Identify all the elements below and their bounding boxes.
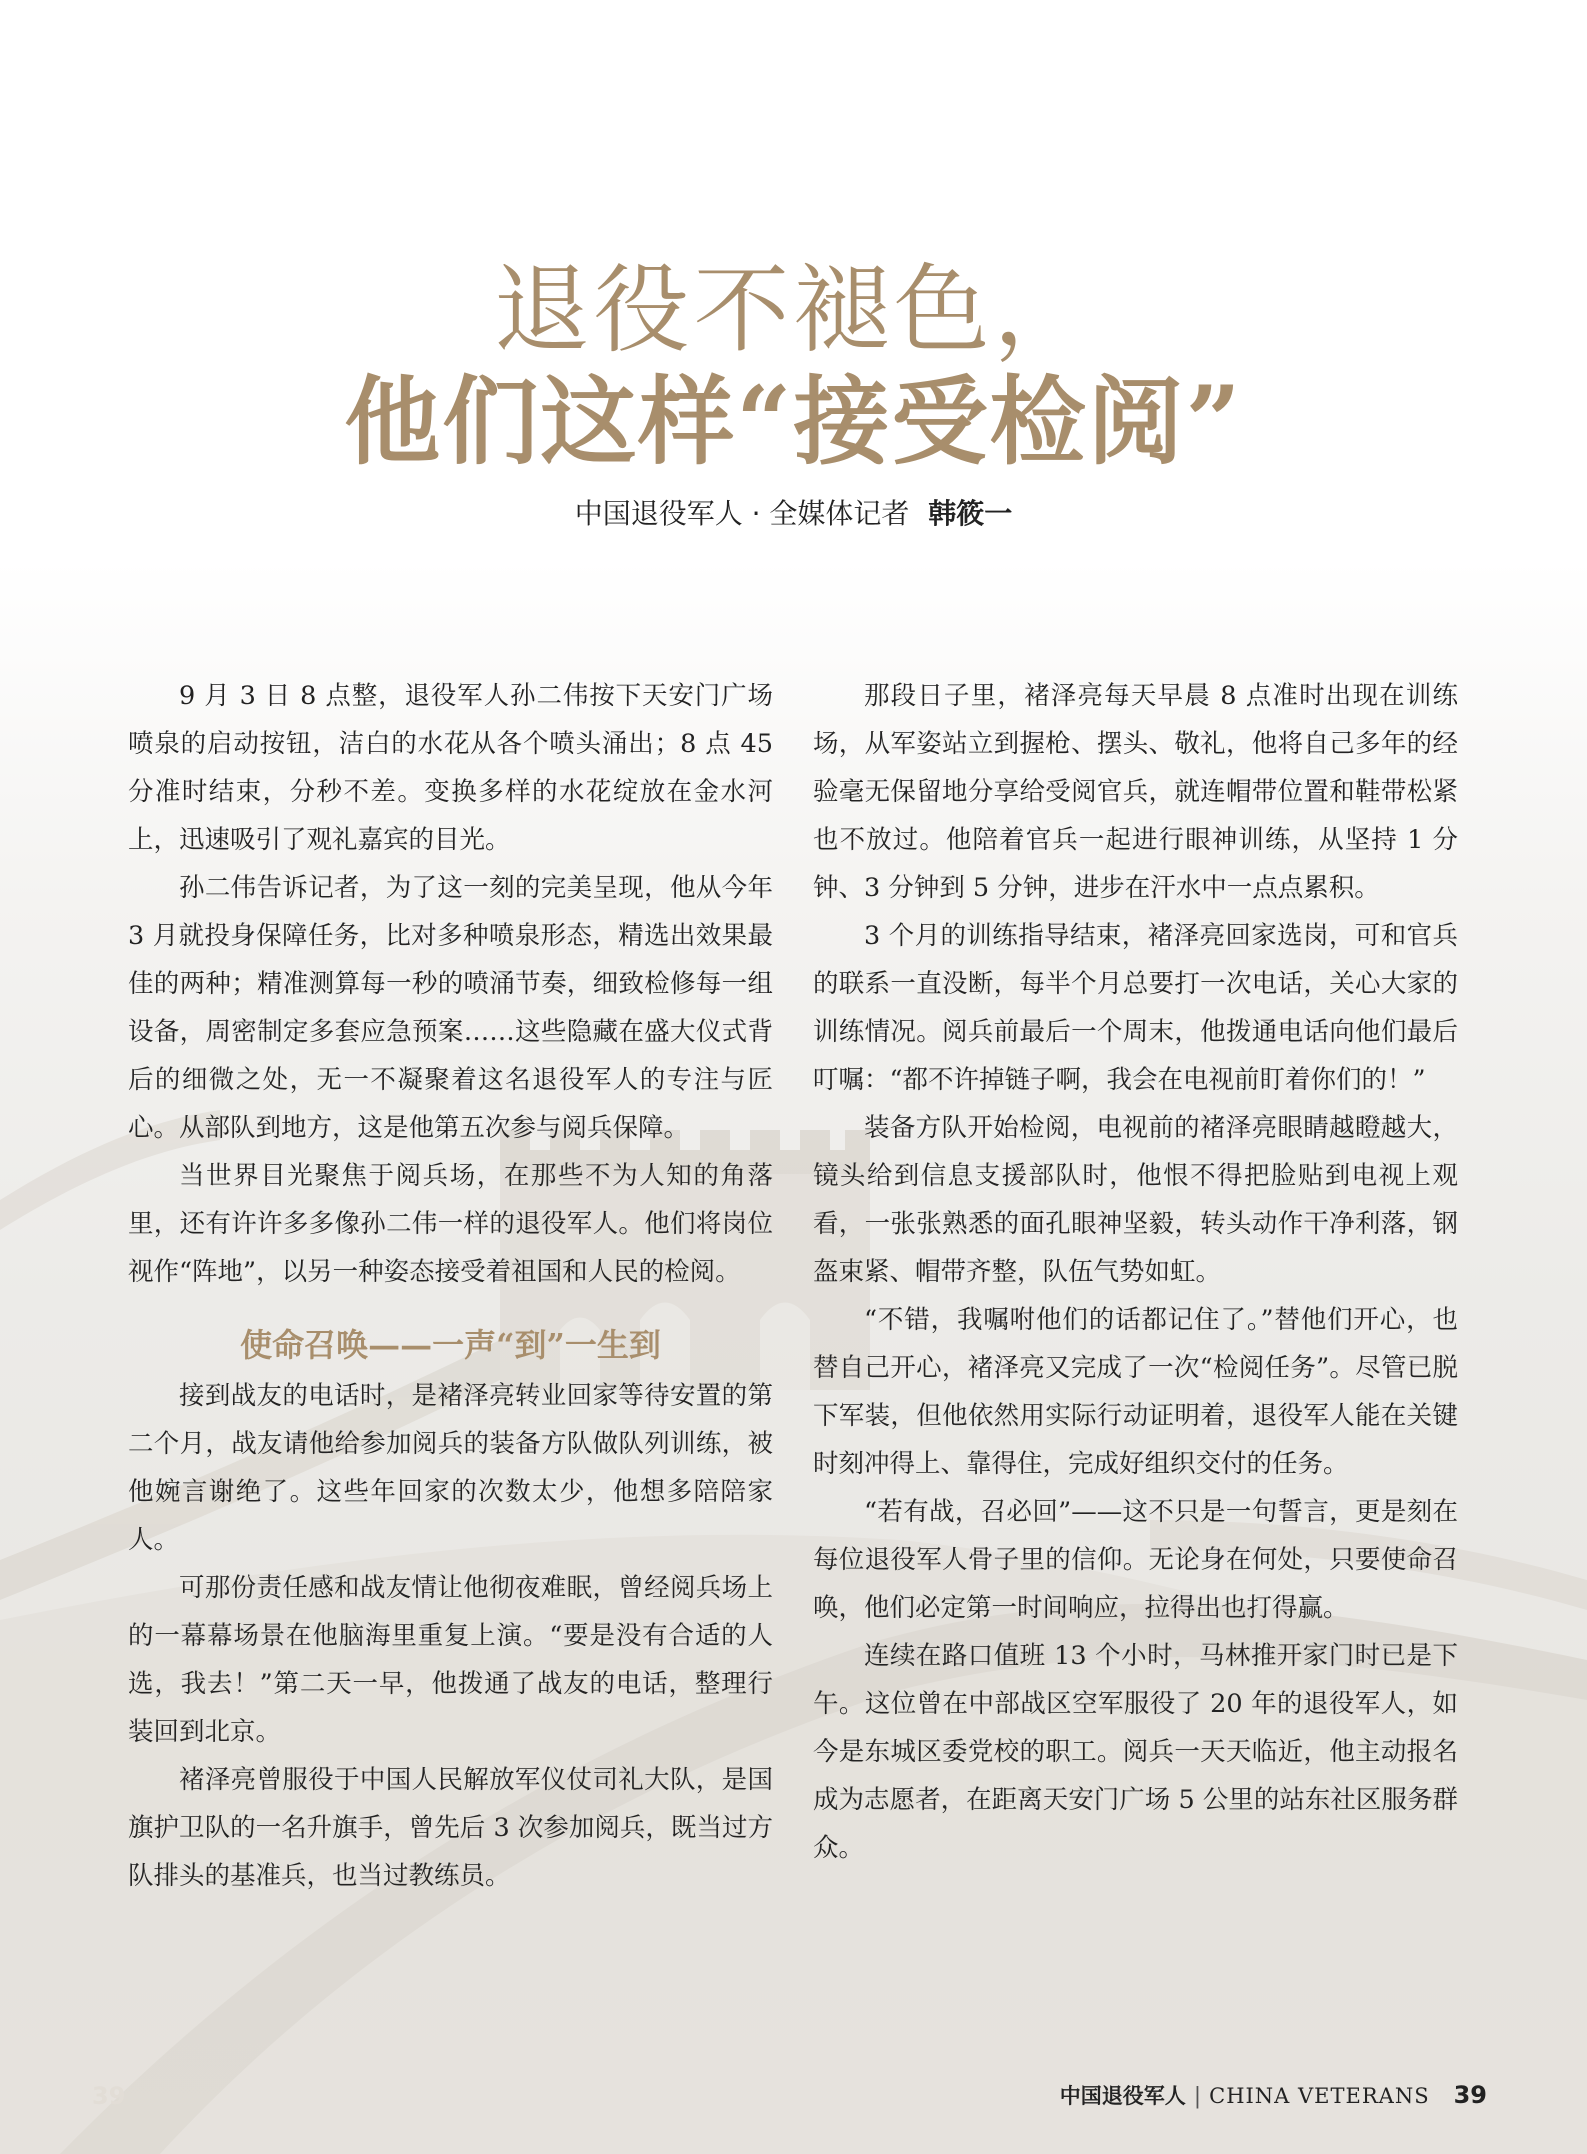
paragraph: “不错，我嘱咐他们的话都记住了。”替他们开心，也替自己开心，褚泽亮又完成了一次“检阅任务”。尽管已脱下军装，但他依然用实际行动证明着，退役军人能在关键时刻冲得上、靠得住，完成好组织交付的任务。	[813, 1305, 1458, 1479]
page-number: 39	[1453, 2081, 1487, 2109]
footer-separator: |	[1193, 2084, 1202, 2109]
article-title-line-2: 他们这样“接受检阅”	[344, 365, 1243, 478]
byline-source: 中国退役军人 · 全媒体记者	[574, 497, 910, 530]
paragraph: 当世界目光聚焦于阅兵场，在那些不为人知的角落里，还有许许多多像孙二伟一样的退役军人。他们将岗位视作“阵地”，以另一种姿态接受着祖国和人民的检阅。	[128, 1161, 773, 1287]
paragraph: 那段日子里，褚泽亮每天早晨 8 点准时出现在训练场，从军姿站立到握枪、摆头、敬礼，他将自己多年的经验毫无保留地分享给受阅官兵，就连帽带位置和鞋带松紧也不放过。他陪着官兵一起进行眼神训练，从坚持 1 分钟、3 分钟到 5 分钟，进步在汗水中一点点累积。	[813, 681, 1458, 903]
paragraph: “若有战，召必回”——这不只是一句誓言，更是刻在每位退役军人骨子里的信仰。无论身在何处，只要使命召唤，他们必定第一时间响应，拉得出也打得赢。	[813, 1497, 1458, 1623]
paragraph: 9 月 3 日 8 点整，退役军人孙二伟按下天安门广场喷泉的启动按钮，洁白的水花从各个喷头涌出；8 点 45 分准时结束，分秒不差。变换多样的水花绽放在金水河上，迅速吸引了观礼嘉宾的目光。	[128, 681, 773, 855]
paragraph: 装备方队开始检阅，电视前的褚泽亮眼睛越瞪越大，镜头给到信息支援部队时，他恨不得把脸贴到电视上观看，一张张熟悉的面孔眼神坚毅，转头动作干净利落，钢盔束紧、帽带齐整，队伍气势如虹。	[813, 1113, 1458, 1287]
paragraph: 褚泽亮曾服役于中国人民解放军仪仗司礼大队，是国旗护卫队的一名升旗手，曾先后 3 次参加阅兵，既当过方队排头的基准兵，也当过教练员。	[128, 1765, 773, 1891]
section-heading: 使命召唤——一声“到”一生到	[240, 1326, 661, 1364]
paragraph: 3 个月的训练指导结束，褚泽亮回家选岗，可和官兵的联系一直没断，每半个月总要打一次电话，关心大家的训练情况。阅兵前最后一个周末，他拨通电话向他们最后叮嘱：“都不许掉链子啊，我会在电视前盯着你们的！”	[813, 921, 1458, 1095]
magazine-name-en: CHINA VETERANS	[1209, 2084, 1430, 2108]
paragraph: 连续在路口值班 13 个小时，马林推开家门时已是下午。这位曾在中部战区空军服役了 20 年的退役军人，如今是东城区委党校的职工。阅兵一天天临近，他主动报名成为志愿者，在距离天安门广场 5 公里的站东社区服务群众。	[813, 1641, 1458, 1863]
page-footer	[1060, 2080, 1487, 2110]
magazine-name-cn: 中国退役军人	[1059, 2084, 1186, 2108]
article-title-line-1: 退役不褪色，	[493, 254, 1094, 366]
paragraph: 可那份责任感和战友情让他彻夜难眠，曾经阅兵场上的一幕幕场景在他脑海里重复上演。“要是没有合适的人选，我去！”第二天一早，他拨通了战友的电话，整理行装回到北京。	[128, 1573, 773, 1747]
byline	[0, 492, 1587, 532]
paragraph: 孙二伟告诉记者，为了这一刻的完美呈现，他从今年 3 月就投身保障任务，比对多种喷泉形态，精选出效果最佳的两种；精准测算每一秒的喷涌节奏，细致检修每一组设备，周密制定多套应急预案……这些隐藏在盛大仪式背后的细微之处，无一不凝聚着这名退役军人的专注与匠心。从部队到地方，这是他第五次参与阅兵保障。	[128, 873, 773, 1143]
right-column	[813, 672, 1458, 1872]
faint-page-number: 39	[92, 2082, 126, 2110]
left-column	[128, 672, 773, 1900]
paragraph: 接到战友的电话时，是褚泽亮转业回家等待安置的第二个月，战友请他给参加阅兵的装备方队做队列训练，被他婉言谢绝了。这些年回家的次数太少，他想多陪陪家人。	[128, 1381, 773, 1555]
byline-author: 韩筱一	[928, 497, 1013, 530]
